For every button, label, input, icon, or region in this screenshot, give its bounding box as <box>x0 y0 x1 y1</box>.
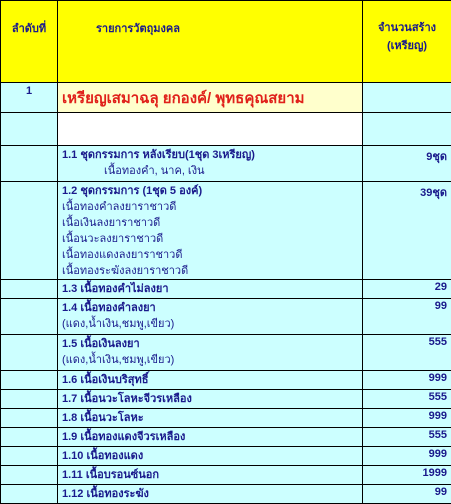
item-sub: (แดง,น้ำเงิน,ชมพู,เขียว) <box>62 352 358 368</box>
section-number[interactable]: 1 <box>1 83 58 113</box>
table-row <box>1 335 451 371</box>
table-row <box>1 299 451 335</box>
item-label: 1.4 เนื้อทองคำลงยา <box>62 302 156 314</box>
spacer-cell[interactable] <box>1 113 58 146</box>
table-row <box>1 485 451 504</box>
index-cell[interactable] <box>1 485 58 504</box>
section-row <box>1 83 451 113</box>
qty-cell[interactable]: 1999 <box>363 466 451 485</box>
item-cell[interactable]: 1.8 เนื้อนวะโลหะ <box>58 409 363 428</box>
spacer-cell[interactable] <box>58 113 363 146</box>
table-row <box>1 409 451 428</box>
index-cell[interactable] <box>1 182 58 280</box>
index-cell[interactable] <box>1 299 58 335</box>
section-title[interactable]: เหรียญเสมาฉลุ ยกองค์/ พุทธคุณสยาม <box>58 83 363 113</box>
index-cell[interactable] <box>1 447 58 466</box>
item-cell[interactable]: 1.7 เนื้อนวะโลหะจีวรเหลือง <box>58 390 363 409</box>
item-sub: (แดง,น้ำเงิน,ชมพู,เขียว) <box>62 316 358 332</box>
item-sub: เนื้อทองคำ, นาค, เงิน <box>62 163 358 179</box>
index-cell[interactable] <box>1 280 58 299</box>
qty-cell[interactable]: 555 <box>363 335 451 371</box>
table-row <box>1 182 451 280</box>
qty-cell[interactable]: 99 <box>363 299 451 335</box>
item-sub: เนื้อทองคำลงยาราชาวดี <box>62 199 358 215</box>
table-row <box>1 280 451 299</box>
qty-cell[interactable]: 555 <box>363 390 451 409</box>
qty-cell[interactable]: 99 <box>363 485 451 504</box>
qty-cell[interactable]: 39ชุด <box>363 182 451 280</box>
item-sub: เนื้อทองระฆังลงยาราชาวดี <box>62 263 358 279</box>
qty-cell[interactable]: 999 <box>363 371 451 390</box>
qty-cell[interactable]: 555 <box>363 428 451 447</box>
index-cell[interactable] <box>1 390 58 409</box>
table-row <box>1 447 451 466</box>
item-sub: เนื้อเงินลงยาราชาวดี <box>62 215 358 231</box>
table-row <box>1 390 451 409</box>
header-qty-line1: จำนวนสร้าง <box>367 19 447 37</box>
item-cell[interactable]: 1.11 เนื้อบรอนซ์นอก <box>58 466 363 485</box>
item-cell[interactable] <box>58 299 363 335</box>
table-row <box>1 146 451 182</box>
spacer-row <box>1 113 451 146</box>
item-sub: เนื้อทองแดงลงยาราชาวดี <box>62 247 358 263</box>
qty-cell[interactable]: 29 <box>363 280 451 299</box>
header-qty-line2: (เหรียญ) <box>367 37 447 55</box>
index-cell[interactable] <box>1 371 58 390</box>
item-label: 1.5 เนื้อเงินลงยา <box>62 338 140 350</box>
item-cell[interactable]: 1.3 เนื้อทองคำไม่ลงยา <box>58 280 363 299</box>
header-index[interactable]: ลำดับที่ <box>1 1 58 83</box>
qty-cell[interactable]: 999 <box>363 409 451 428</box>
qty-cell[interactable]: 999 <box>363 447 451 466</box>
table-row <box>1 371 451 390</box>
item-label: 1.1 ชุดกรรมการ หลังเรียบ(1ชุด 3เหรียญ) <box>62 149 255 161</box>
item-label: 1.2 ชุดกรรมการ (1ชุด 5 องค์) <box>62 185 202 197</box>
table-row <box>1 428 451 447</box>
header-item[interactable]: รายการวัตถุมงคล <box>58 1 363 83</box>
index-cell[interactable] <box>1 335 58 371</box>
item-cell[interactable]: 1.12 เนื้อทองระฆัง <box>58 485 363 504</box>
header-row <box>1 1 451 83</box>
item-sub: เนื้อนวะลงยาราชาวดี <box>62 231 358 247</box>
section-qty[interactable] <box>363 83 451 113</box>
qty-cell[interactable]: 9ชุด <box>363 146 451 182</box>
header-qty[interactable] <box>363 1 451 83</box>
item-cell[interactable] <box>58 146 363 182</box>
item-cell[interactable] <box>58 182 363 280</box>
index-cell[interactable] <box>1 146 58 182</box>
item-cell[interactable]: 1.6 เนื้อเงินบริสุทธิ์ <box>58 371 363 390</box>
index-cell[interactable] <box>1 409 58 428</box>
item-cell[interactable]: 1.10 เนื้อทองแดง <box>58 447 363 466</box>
item-cell[interactable]: 1.9 เนื้อทองแดงจีวรเหลือง <box>58 428 363 447</box>
index-cell[interactable] <box>1 466 58 485</box>
index-cell[interactable] <box>1 428 58 447</box>
spacer-cell[interactable] <box>363 113 451 146</box>
item-cell[interactable] <box>58 335 363 371</box>
table-row <box>1 466 451 485</box>
